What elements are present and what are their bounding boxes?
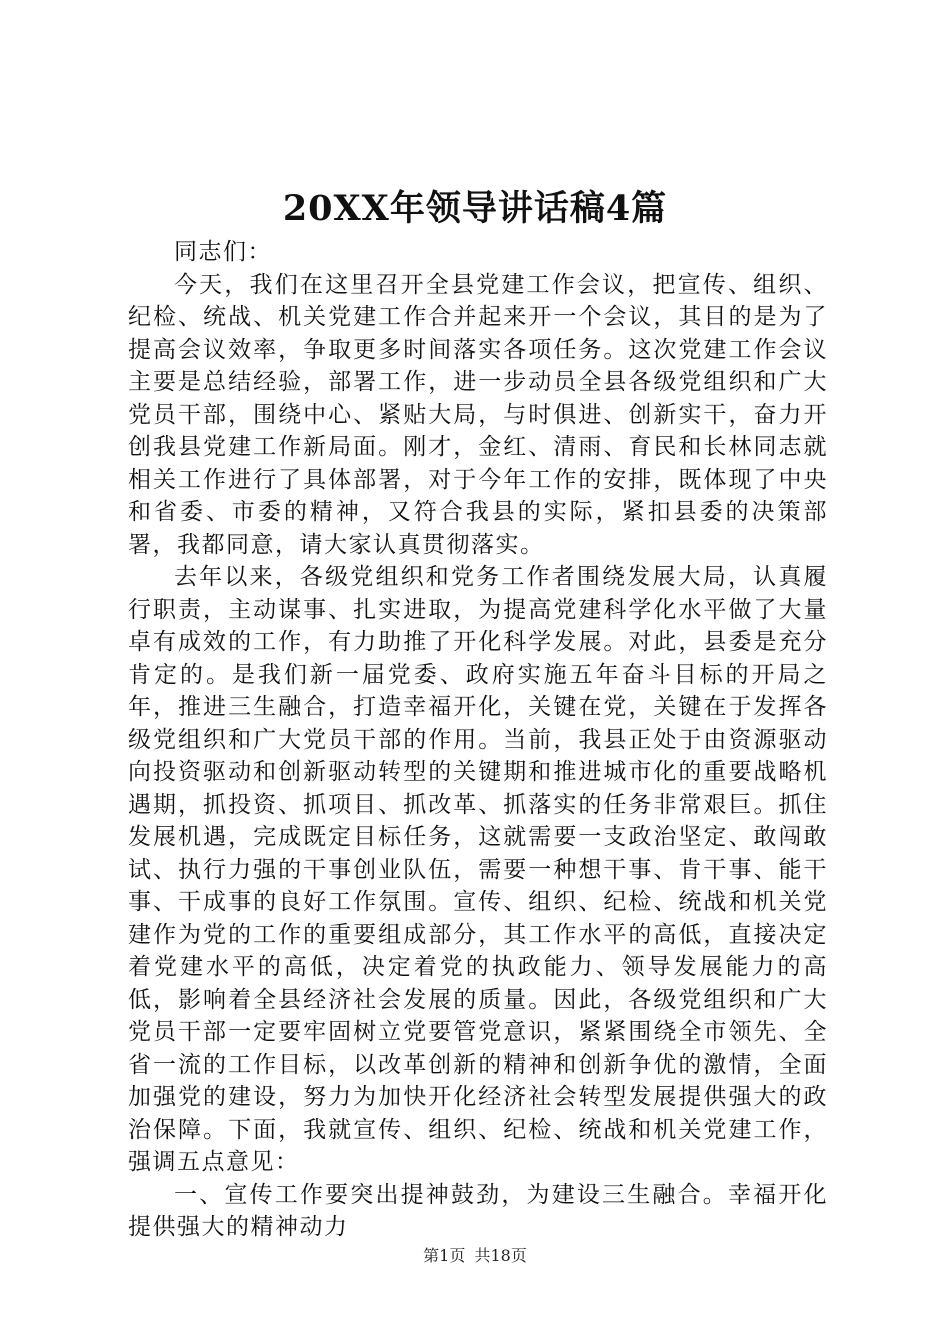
page-number: 第1页 — [423, 1246, 466, 1265]
page-total: 共18页 — [474, 1246, 527, 1265]
page-footer — [0, 1244, 950, 1268]
document-title: 20XX年领导讲话稿4篇 — [282, 188, 668, 229]
body-paragraph: 去年以来，各级党组织和党务工作者围绕发展大局，认真履行职责，主动谋事、扎实进取，为提高党建科学化水平做了大量卓有成效的工作，有力助推了开化科学发展。对此，县委是充分肯定的。是我们新一届党委、政府实施五年奋斗目标的开局之年，推进三生融合，打造幸福开化，关键在党，关键在于发挥各级党组织和广大党员干部的作用。当前，我县正处于由资源驱动向投资驱动和创新驱动转型的关键期和推进城市化的重要战略机遇期，抓投资、抓项目、抓改革、抓落实的任务非常艰巨。抓住发展机遇，完成既定目标任务，这就需要一支政治坚定、敢闯敢试、执行力强的干事创业队伍，需要一种想干事、肯干事、能干事、干成事的良好工作氛围。宣传、组织、纪检、统战和机关党建作为党的工作的重要组成部分，其工作水平的高低，直接决定着党建水平的高低，决定着党的执政能力、领导发展能力的高低，影响着全县经济社会发展的质量。因此，各级党组织和广大党员干部一定要牢固树立党要管党意识，紧紧围绕全市领先、全省一流的工作目标，以改革创新的精神和创新争优的激情，全面加强党的建设，努力为加快开化经济社会转型发展提供强大的政治保障。下面，我就宣传、组织、纪检、统战和机关党建工作，强调五点意见： — [128, 564, 828, 1175]
body-paragraph: 今天，我们在这里召开全县党建工作会议，把宣传、组织、纪检、统战、机关党建工作合并起来开一个会议，其目的是为了提高会议效率，争取更多时间落实各项任务。这次党建工作会议主要是总结经验，部署工作，进一步动员全县各级党组织和广大党员干部，围绕中心、紧贴大局，与时俱进、创新实干，奋力开创我县党建工作新局面。刚才，金红、清雨、育民和长林同志就相关工作进行了具体部署，对于今年工作的安排，既体现了中央和省委、市委的精神，又符合我县的实际，紧扣县委的决策部署，我都同意，请大家认真贯彻落实。 — [128, 271, 828, 558]
document-body — [128, 236, 828, 1244]
salutation-paragraph: 同志们： — [174, 239, 272, 265]
section-heading-paragraph: 一、宣传工作要突出提神鼓劲，为建设三生融合。幸福开化提供强大的精神动力 — [128, 1181, 828, 1240]
